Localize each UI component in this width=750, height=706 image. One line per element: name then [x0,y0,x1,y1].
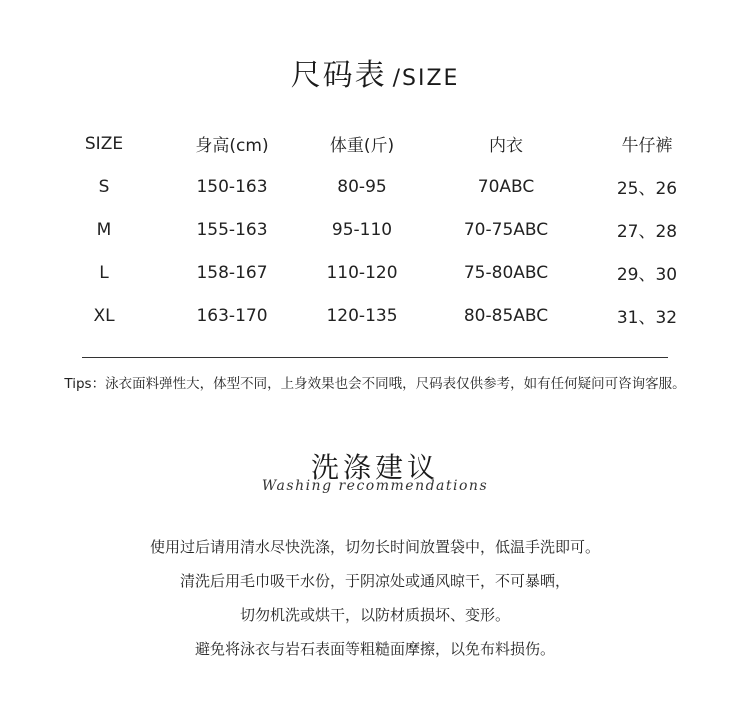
size-table [40,122,710,337]
size-chart-title-en: /SIZE [392,66,460,91]
size-cell: M [96,219,112,240]
header-height: 身高(cm) [195,136,269,156]
header-weight: 体重(斤) [329,136,395,156]
table-divider [82,357,668,358]
bra-cell: 70ABC [477,176,535,197]
height-cell: 158-167 [196,262,268,283]
bra-cell: 75-80ABC [463,262,549,283]
washing-title: 洗涤建议 [310,451,439,484]
washing-line: 避免将泳衣与岩石表面等粗糙面摩擦，以免布料损伤。 [194,640,555,658]
jeans-cell: 25、26 [616,179,678,199]
size-chart-title [0,50,750,94]
size-cell: XL [93,305,115,326]
washing-line: 清洗后用毛巾吸干水份，于阴凉处或通风晾干，不可暴晒， [179,572,570,590]
height-cell: 163-170 [196,305,268,326]
size-cell: L [99,262,109,283]
table-row [40,251,710,294]
size-chart-title-zh: 尺码表 [290,58,387,93]
header-size: SIZE [84,133,124,154]
weight-cell: 95-110 [331,219,393,240]
table-row [40,208,710,251]
bra-cell: 80-85ABC [463,305,549,326]
height-cell: 150-163 [196,176,268,197]
jeans-cell: 27、28 [616,222,678,242]
size-table-header-row [40,122,710,165]
weight-cell: 80-95 [337,176,387,197]
washing-subtitle: Washing recommendations [261,478,489,494]
washing-line: 使用过后请用清水尽快洗涤，切勿长时间放置袋中，低温手洗即可。 [149,538,600,556]
jeans-cell: 29、30 [616,265,678,285]
header-bra: 内衣 [489,136,523,156]
washing-instructions [0,535,750,671]
size-cell: S [98,176,110,197]
weight-cell: 120-135 [326,305,398,326]
table-row [40,294,710,337]
jeans-cell: 31、32 [616,308,678,328]
washing-line: 切勿机洗或烘干，以防材质损坏、变形。 [239,606,510,624]
height-cell: 155-163 [196,219,268,240]
table-row [40,165,710,208]
weight-cell: 110-120 [326,262,398,283]
header-jeans: 牛仔裤 [621,136,673,156]
bra-cell: 70-75ABC [463,219,549,240]
size-tips: Tips：泳衣面料弹性大，体型不同，上身效果也会不同哦，尺码表仅供参考，如有任何疑问可咨询客服。 [64,376,686,392]
